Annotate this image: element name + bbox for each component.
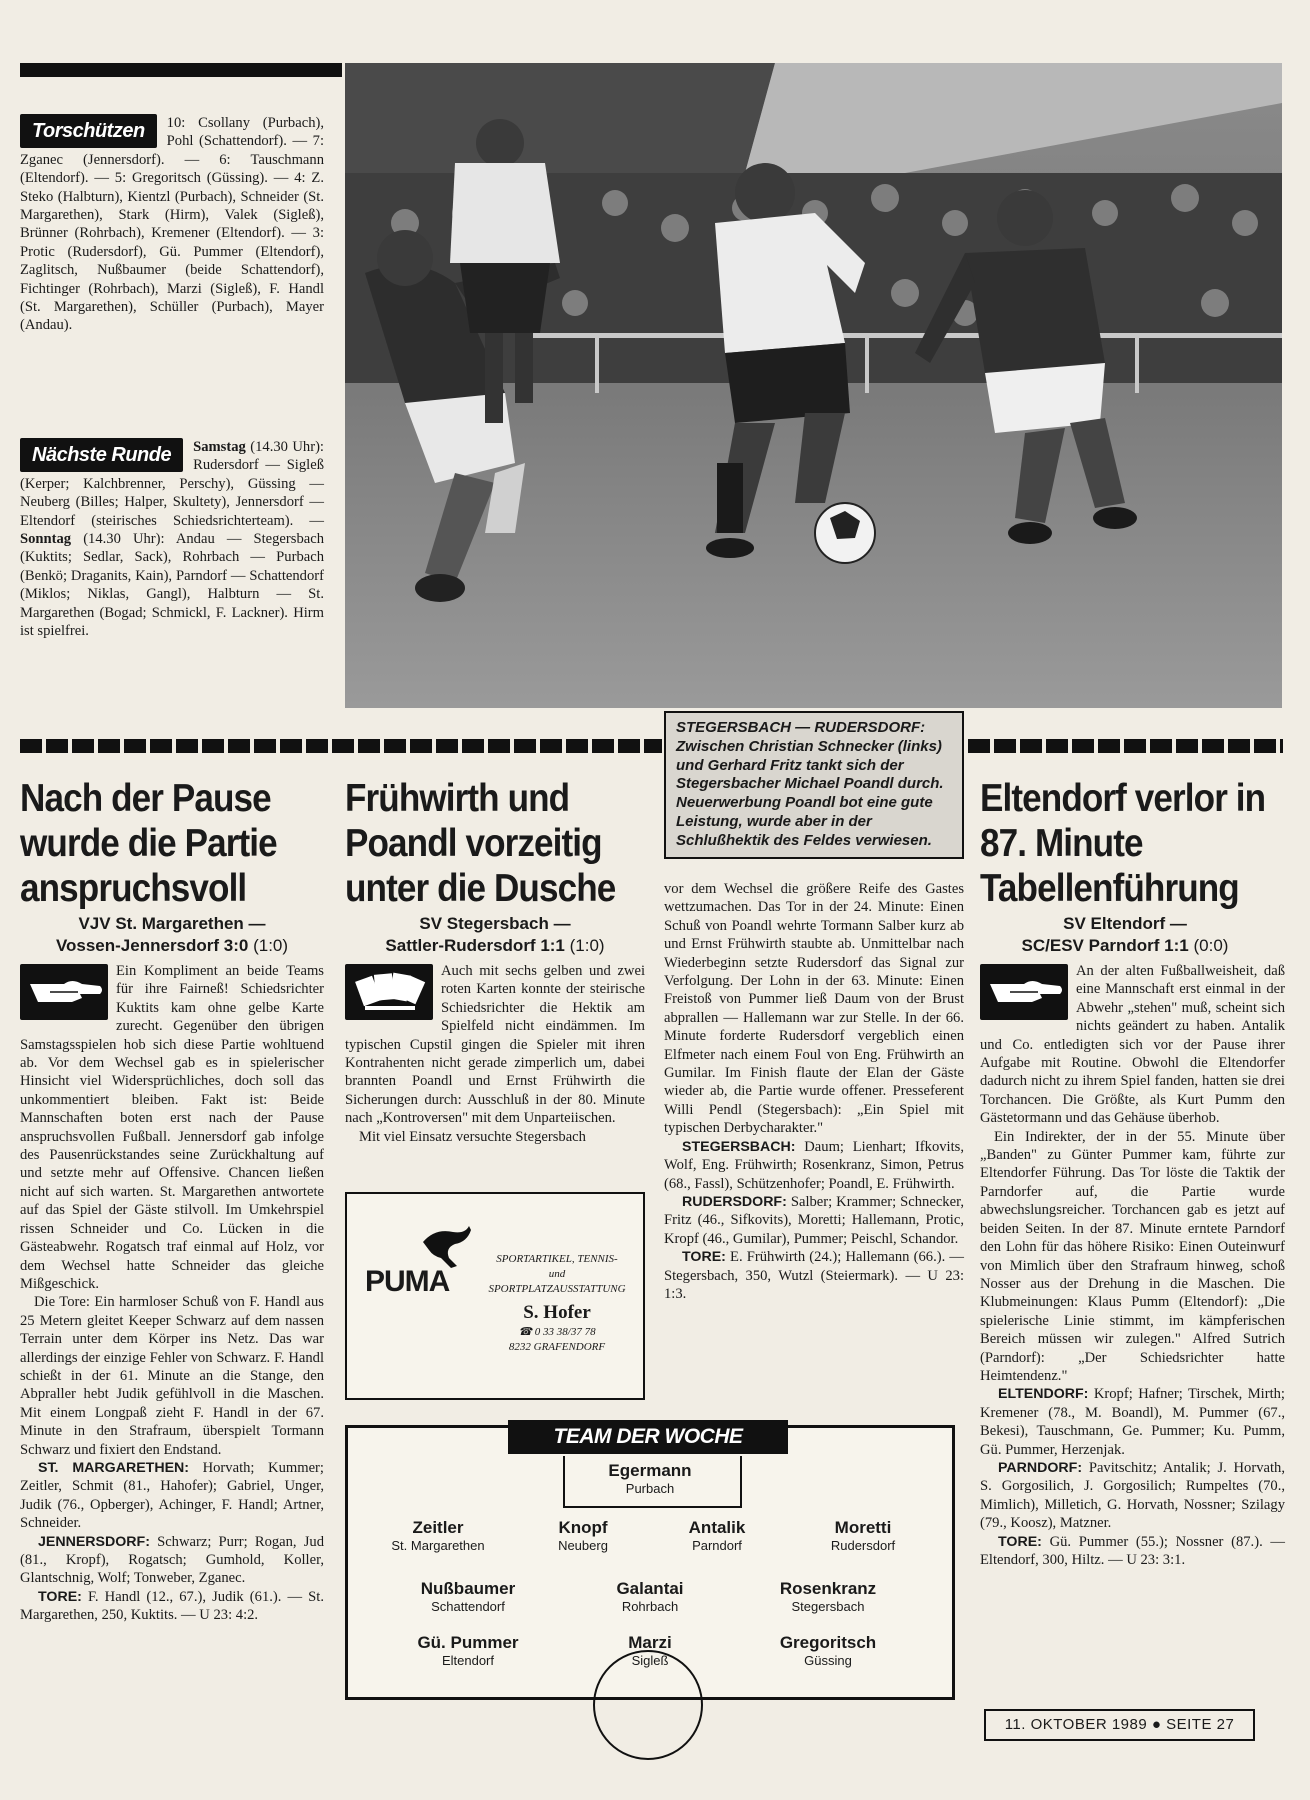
team-der-woche xyxy=(345,1425,955,1700)
tdw-player xyxy=(383,1633,553,1669)
article3-team2-label: PARNDORF: xyxy=(998,1459,1083,1476)
article3-team1-text: Kropf; Hafner; Tirschek, Mirth; Kremener (78., M. Boandl), M. Pummer (67., Bekesi), Tauschmann, Ge. Pummer; Ku. Pumm, Gü. Pummer, Herzenjak. xyxy=(980,1386,1285,1458)
article1-tore-label: TORE: xyxy=(38,1588,82,1605)
article1-rule xyxy=(20,739,662,753)
article2-body-left xyxy=(345,962,645,1146)
article1-team1-text: Horvath; Kummer; Zeitler, Schmit (81., Hahofer); Gabriel, Unger, Judik (76., Opberger), Achinger, F. Handl; Artner, Schneider. xyxy=(20,1459,324,1532)
naechste-runde-label: Nächste Runde xyxy=(20,438,183,472)
ad-text xyxy=(482,1252,632,1355)
tdw-player-club: Rudersdorf xyxy=(830,1538,896,1553)
sunday-label: Sonntag xyxy=(20,531,72,548)
article2-tore-text: E. Frühwirth (24.); Hallemann (66.). — Stegersbach, 350, Wutzl (Steiermark). — U 23: 1:3. xyxy=(664,1249,964,1302)
article1-p1: Ein Kompliment an beide Teams für ihre Fairneß! Schiedsrichter Kuktits kam ohne gelbe Karte zurecht. Gegenüber den übrigen Samstagsspielen hob sich diese Partie wohltuend ab. Vor dem Wechsel gab es in spielerischer Hinsicht viel Widersprüchliches, doch soll das unkommentiert bleiben. Fakt ist: Beide Mannschaften boten erst nach der Pause anspruchsvollen Fußball. Jennersdorf gab infolge des Pausenrückstandes seine Zurückhaltung auf und setzte mehr auf Offensive. Chancen ließen nicht auf sich warten. St. Margarethen antwortete auf das Spiel der Gäste stilvoll. Im Umkehrspiel rissen Schneider und Co. Lücken in die Gästeabwehr. Rogatsch traf einmal auf Holz, vor dem Wechsel hatte Schneider das gleiche Mißgeschick. xyxy=(20,963,324,1292)
article3-sub2: SC/ESV Parndorf 1:1 xyxy=(1021,936,1189,955)
tdw-player-name: Egermann xyxy=(608,1461,692,1480)
article2-sub2: Sattler-Rudersdorf 1:1 xyxy=(385,936,565,955)
tdw-player-name: Nußbaumer xyxy=(420,1579,516,1598)
match-photo-image xyxy=(345,63,1282,708)
article1-subhead xyxy=(20,913,324,957)
tdw-title: TEAM DER WOCHE xyxy=(508,1420,788,1454)
article1-sub1: VJV St. Margarethen — xyxy=(78,914,266,933)
article3-headline: Eltendorf verlor in 87. Minute Tabellenführung xyxy=(980,777,1266,910)
article3-team2-text: Pavitschitz; Antalik; J. Horvath, S. Gorgosilich, J. Gorgosilich; Rumpeltes (70., Mimlich), Milletich, G. Horvath, Nossner; Szilagy (79., Koosz), Matzner. xyxy=(980,1459,1285,1532)
tdw-player-name: Galantai xyxy=(616,1579,684,1598)
tdw-player xyxy=(632,1518,802,1554)
ad-phone: ☎ 0 33 38/37 78 xyxy=(518,1326,596,1338)
article2-body-right xyxy=(664,880,964,1303)
article1-team2-text: Schwarz; Purr; Rogan, Jud (81., Kropf), Rogatsch; Gumhold, Koller, Glantschnig, Wolf; Tonweber, Zganec. xyxy=(20,1533,324,1587)
tdw-player xyxy=(565,1579,735,1615)
tdw-player-name: Antalik xyxy=(688,1518,746,1537)
tdw-player xyxy=(565,1461,735,1497)
article2-subhead xyxy=(345,913,645,957)
tdw-player-club: Parndorf xyxy=(692,1538,742,1553)
article2-headline: Frühwirth und Poandl vorzeitig unter die Dusche xyxy=(345,777,616,910)
tdw-player-club: Neuberg xyxy=(558,1538,608,1553)
puma-logo xyxy=(365,1222,475,1302)
article2-team1-text: Daum; Lienhart; Ifkovits, Wolf, Eng. Frühwirth; Rosenkranz, Simon, Petrus (68., Fassl), Schützenhofer; Poandl, E. Frühwirth. xyxy=(664,1138,964,1192)
cards-icon xyxy=(345,964,433,1020)
ad-line3: SPORTPLATZAUSSTATTUNG xyxy=(488,1283,626,1295)
article2-p2: Mit viel Einsatz versuchte Stegersbach xyxy=(359,1128,586,1145)
ad-line2: und xyxy=(548,1268,566,1280)
article2-sub2-half: (1:0) xyxy=(569,936,605,955)
sunday-text: (14.30 Uhr): Andau — Stegersbach (Kuktits; Sedlar, Sack), Rohrbach — Purbach (Benkö; Draganits, Kain), Parndorf — Schattendorf (Miklos; Niklas, Gangl), Halbturn — St. Margarethen (Bogad; Schmickl, F. Lackner). Hirm ist spielfrei. xyxy=(20,531,324,640)
article2-team2-text: Salber; Krammer; Schnecker, Fritz (46., Sifkovits), Moretti; Hallemann, Protic, Kropf (46., Gumilar), Pummer; Peischl, Schandor. xyxy=(664,1193,964,1247)
article2-sub1: SV Stegersbach — xyxy=(419,914,571,933)
tdw-player-name: Moretti xyxy=(834,1518,892,1537)
puma-ad xyxy=(345,1192,645,1400)
article3-sub1: SV Eltendorf — xyxy=(1063,914,1187,933)
article3-body xyxy=(980,962,1285,1569)
article3-tore-label: TORE: xyxy=(998,1533,1042,1550)
tdw-player-name: Zeitler xyxy=(412,1518,464,1537)
tdw-player-club: Stegersbach xyxy=(791,1599,865,1614)
tdw-player xyxy=(778,1518,948,1554)
article3-p1: An der alten Fußballweisheit, daß eine Mannschaft erst einmal in der Abwehr „stehen" muß, scheint sich nichts geändert zu haben. Antalik und Co. entledigten sich vor der Pause ihrer Aufgabe mit Routine. Obwohl die Eltendorfer dadurch nicht zu ihrem Spiel fanden, hatten sie drei Torchancen. Die Größte, als Kurt Pumm den Gästetormann und das Gehäuse überhob. xyxy=(980,963,1285,1127)
photo-caption xyxy=(664,711,964,859)
article2-p3: vor dem Wechsel die größere Reife des Gastes wettzumachen. Das Tor in der 24. Minute: Einen Schuß von Poandl wehrte Tormann Salber kurz ab und Ernst Frühwirth staubte ab. Unmittelbar nach Wiederbeginn setzte Rudersdorf das Signal zur Verfolgung. Der Lohn in der 63. Minute: Einen Freistoß von Pummer ließ Daum von der Brust abprallen — Hallemann war zur Stelle. In der 66. Minute forderte Rudersdorf vergeblich einen Elfmeter nach einem Foul von Eng. Frühwirth an Gumilar. Im Finish flaute der Elan der Gäste wieder ab, die Partie wurde offener. Presseferent Willi Pendl (Stegersbach): „Ein Spiel mit typischen Derbycharakter." xyxy=(664,881,964,1137)
match-photo xyxy=(345,63,1282,708)
torschuetzen-box xyxy=(20,114,324,335)
tdw-player-club: Purbach xyxy=(625,1481,675,1496)
tdw-player-club: Sigleß xyxy=(631,1653,669,1668)
article3-team1-label: ELTENDORF: xyxy=(998,1386,1089,1403)
article2-p1: Auch mit sechs gelben und zwei roten Karten konnte der steirische Schiedsrichter die Hektik am Spielfeld nicht eindämmen. Im typischen Cupstil gingen die Spieler mit ihren Kontrahenten nicht gerade zimperlich um, dabei brannten Poandl und Ernst Frühwirth die Sicherungen durch: Ausschluß in der 80. Minute nach „Kontroversen" mit dem Unparteiischen. xyxy=(345,963,645,1127)
article2-tore-label: TORE: xyxy=(682,1249,726,1266)
article1-tore-text: F. Handl (12., 67.), Judik (61.). — St. Margarethen, 250, Kuktits. — U 23: 4:2. xyxy=(20,1588,324,1624)
article1-headline: Nach der Pause wurde die Partie anspruchsvoll xyxy=(20,777,277,910)
article1-team2-label: JENNERSDORF: xyxy=(38,1533,150,1550)
tdw-player-name: Knopf xyxy=(558,1518,608,1537)
puma-brand: PUMA xyxy=(365,1265,450,1298)
saturday-label: Samstag xyxy=(193,439,246,455)
article1-body xyxy=(20,962,324,1625)
pointing-hand-icon xyxy=(980,964,1068,1020)
article1-sub2-half: (1:0) xyxy=(253,936,289,955)
article2-team2-label: RUDERSDORF: xyxy=(682,1193,787,1210)
article3-p2: Ein Indirekter, der in der 55. Minute über „Banden" zu Günter Pummer kam, führte zur Eltendorfer Führung. Das Tor löste die Taktik der Parndorfer auf, die Partie wurde abwechslungsreicher. Torchancen gab es jetzt auf beiden Seiten. In der 87. Minute erntete Parndorf den Lohn für das höhere Risiko: Einen Outeinwurf von Mimlich über den Strafraum hinweg, schoß Nosser aus der Drehung in die Maschen. Die Klubmeinungen: Klaus Pumm (Eltendorf): „Die spielerische Linie stimmt, im kämpferischen Bereich müssen wir zulegen." Alfred Sutrich (Parndorf): „Der Schiedsrichter hatte Heimtendenz." xyxy=(980,1128,1285,1384)
tdw-player-name: Rosenkranz xyxy=(779,1579,877,1598)
tdw-player-club: Schattendorf xyxy=(431,1599,505,1614)
photo-caption-text: Zwischen Christian Schnecker (links) und Gerhard Fritz tankt sich der Stegersbacher Michael Poandl durch. Neuerwerbung Poandl bot eine gute Leistung, wurde aber in der Schlußhektik des Feldes verwiesen. xyxy=(676,737,944,849)
article3-sub2-half: (0:0) xyxy=(1193,936,1229,955)
tdw-player-club: Eltendorf xyxy=(441,1653,495,1668)
article1-team1-label: ST. MARGARETHEN: xyxy=(38,1459,190,1476)
ad-name: S. Hofer xyxy=(523,1302,591,1323)
article2-team1-label: STEGERSBACH: xyxy=(682,1138,796,1155)
tdw-player-name: Marzi xyxy=(628,1633,672,1652)
article1-sub2: Vossen-Jennersdorf 3:0 xyxy=(55,936,249,955)
tdw-player xyxy=(743,1579,913,1615)
article3-rule xyxy=(968,739,1283,753)
tdw-player xyxy=(743,1633,913,1669)
tdw-player xyxy=(565,1633,735,1669)
top-rule-left xyxy=(20,63,342,77)
torschuetzen-text: 10: Csollany (Purbach), Pohl (Schattendorf). — 7: Zganec (Jennersdorf). — 6: Tauschmann (Eltendorf). — 5: Gregoritsch (Güssing). — 4: Z. Steko (Halbturn), Kientzl (Purbach), Schneider (St. Margarethen), Stark (Hirm), Valek (Sigleß), Brünner (Rohrbach), Kremener (Eltendorf). — 3: Protic (Rudersdorf), Gü. Pummer (Eltendorf), Zaglitsch, Nußbaumer (beide Schattendorf), Fichtinger (Rohrbach), Marzi (Sigleß), F. Handl (St. Margarethen), Schüller (Purbach), Mayer (Andau). xyxy=(20,115,324,334)
tdw-player xyxy=(383,1579,553,1615)
tdw-player-name: Gregoritsch xyxy=(779,1633,877,1652)
tdw-player-club: Rohrbach xyxy=(621,1599,679,1614)
tdw-player-club: St. Margarethen xyxy=(391,1538,485,1553)
article3-tore-text: Gü. Pummer (55.); Nossner (87.). — Eltendorf, 300, Hiltz. — U 23: 3:1. xyxy=(980,1533,1285,1568)
article1-p2: Die Tore: Ein harmloser Schuß von F. Handl aus 25 Metern gleitet Keeper Schwarz auf dem nassen Terrain unter dem Körper ins Netz. Das war allerdings der einzige Fehler von Schwarz. F. Handl schießt in der 61. Minute an die Stange, den Abpraller hebt Judik gefühlvoll in die Maschen. Mit einem Longpaß zieht F. Handl in der 67. Minute in den Strafraum, überspielt Tormann Schwarz und fixiert den Endstand. xyxy=(20,1294,324,1458)
tdw-player-club: Güssing xyxy=(804,1653,852,1668)
page-footer: 11. OKTOBER 1989 ● SEITE 27 xyxy=(984,1709,1255,1741)
ad-line1: SPORTARTIKEL, TENNIS- xyxy=(496,1253,618,1265)
saturday-text: (14.30 Uhr): Rudersdorf — Sigleß (Kerper; Kalchbrenner, Perschy), Güssing — Neuberg (Billes; Halper, Skultety), Jennersdorf — Eltendorf (steirisches Schiedsrichterteam). — xyxy=(20,439,324,529)
torschuetzen-label: Torschützen xyxy=(20,114,157,148)
pointing-hand-icon xyxy=(20,964,108,1020)
tdw-player-name: Gü. Pummer xyxy=(417,1633,519,1652)
naechste-runde-box xyxy=(20,438,324,640)
photo-caption-head: STEGERSBACH — RUDERSDORF: xyxy=(676,719,926,736)
article3-subhead xyxy=(980,913,1270,957)
ad-town: 8232 GRAFENDORF xyxy=(508,1341,606,1353)
